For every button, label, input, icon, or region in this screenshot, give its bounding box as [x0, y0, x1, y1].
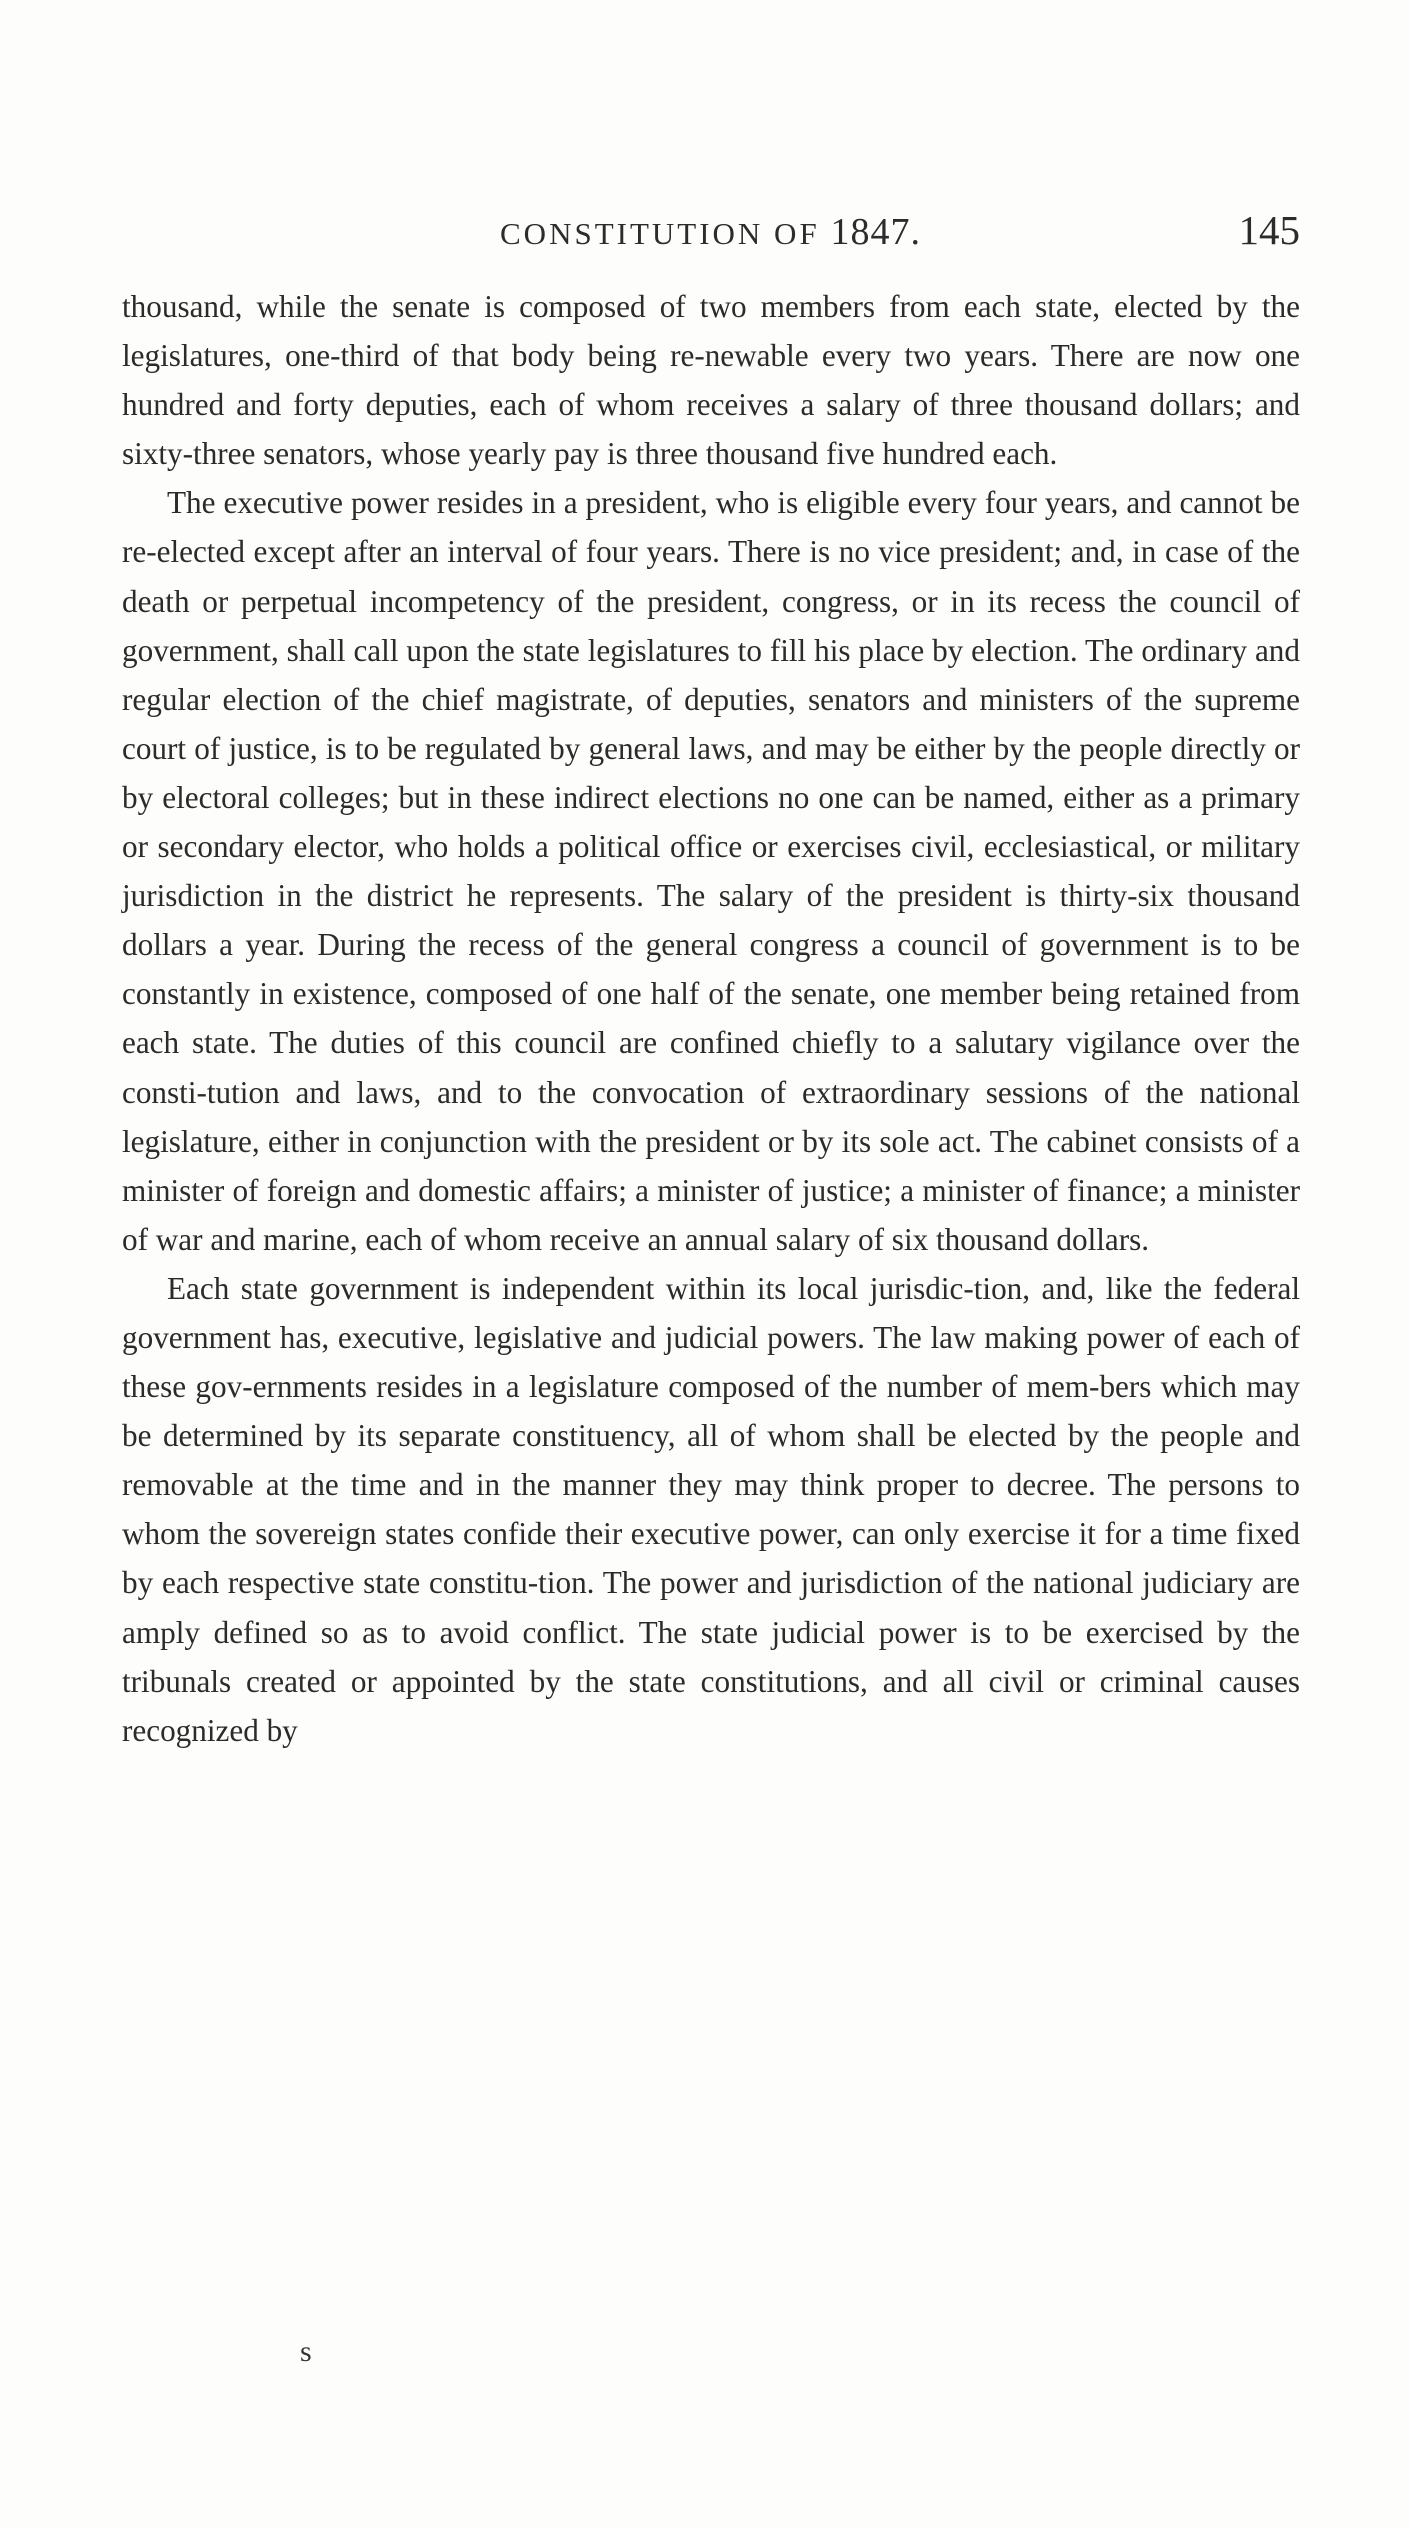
paragraph-1: thousand, while the senate is composed of two members from each state, elected by the legislatures, one-third of that body being re-newable every two years. There are now one hundred and forty deputies, each of whom receives a salary of three thousand dollars; and sixty-three senators, whose yearly pay is three thousand five hundred each.: [122, 289, 1300, 472]
running-head: [120, 207, 1300, 260]
paragraph-2: The executive power resides in a president, who is eligible every four years, and cannot be re-elected except after an interval of four years. There is no vice president; and, in case of the death or perpetual incompetency of the president, congress, or in its recess the council of government, shall call upon the state legislatures to fill his place by election. The ordinary and regular election of the chief magistrate, of deputies, senators and ministers of the supreme court of justice, is to be regulated by general laws, and may be either by the people directly or by electoral colleges; but in these indirect elections no one can be named, either as a primary or secondary elector, who holds a political office or exercises civil, ecclesiastical, or military jurisdiction in the district he represents. The salary of the president is thirty-six thousand dollars a year. During the recess of the general congress a council of government is to be constantly in existence, composed of one half of the senate, one member being retained from each state. The duties of this council are confined chiefly to a salutary vigilance over the consti-tution and laws, and to the convocation of extraordinary sessions of the national legislature, either in conjunction with the president or by its sole act. The cabinet consists of a minister of foreign and domestic affairs; a minister of justice; a minister of finance; a minister of war and marine, each of whom receive an annual salary of six thousand dollars.: [122, 485, 1300, 1257]
body-text: [122, 282, 1300, 1755]
page-number: 145: [1238, 207, 1300, 253]
running-title-year: 1847.: [830, 211, 921, 253]
running-title: [500, 210, 921, 254]
paragraph-3: Each state government is independent within its local jurisdic-tion, and, like the federal government has, executive, legislative and judicial powers. The law making power of each of these gov-ernments resides in a legislature composed of the number of mem-bers which may be determined by its separate constituency, all of whom shall be elected by the people and removable at the time and in the manner they may think proper to decree. The persons to whom the sovereign states confide their executive power, can only exercise it for a time fixed by each respective state constitu-tion. The power and jurisdiction of the national judiciary are amply defined so as to avoid conflict. The state judicial power is to be exercised by the tribunals created or appointed by the state constitutions, and all civil or criminal causes recognized by: [122, 1270, 1300, 1748]
signature-mark: s: [300, 2335, 312, 2368]
running-title-text: CONSTITUTION OF: [500, 216, 820, 251]
